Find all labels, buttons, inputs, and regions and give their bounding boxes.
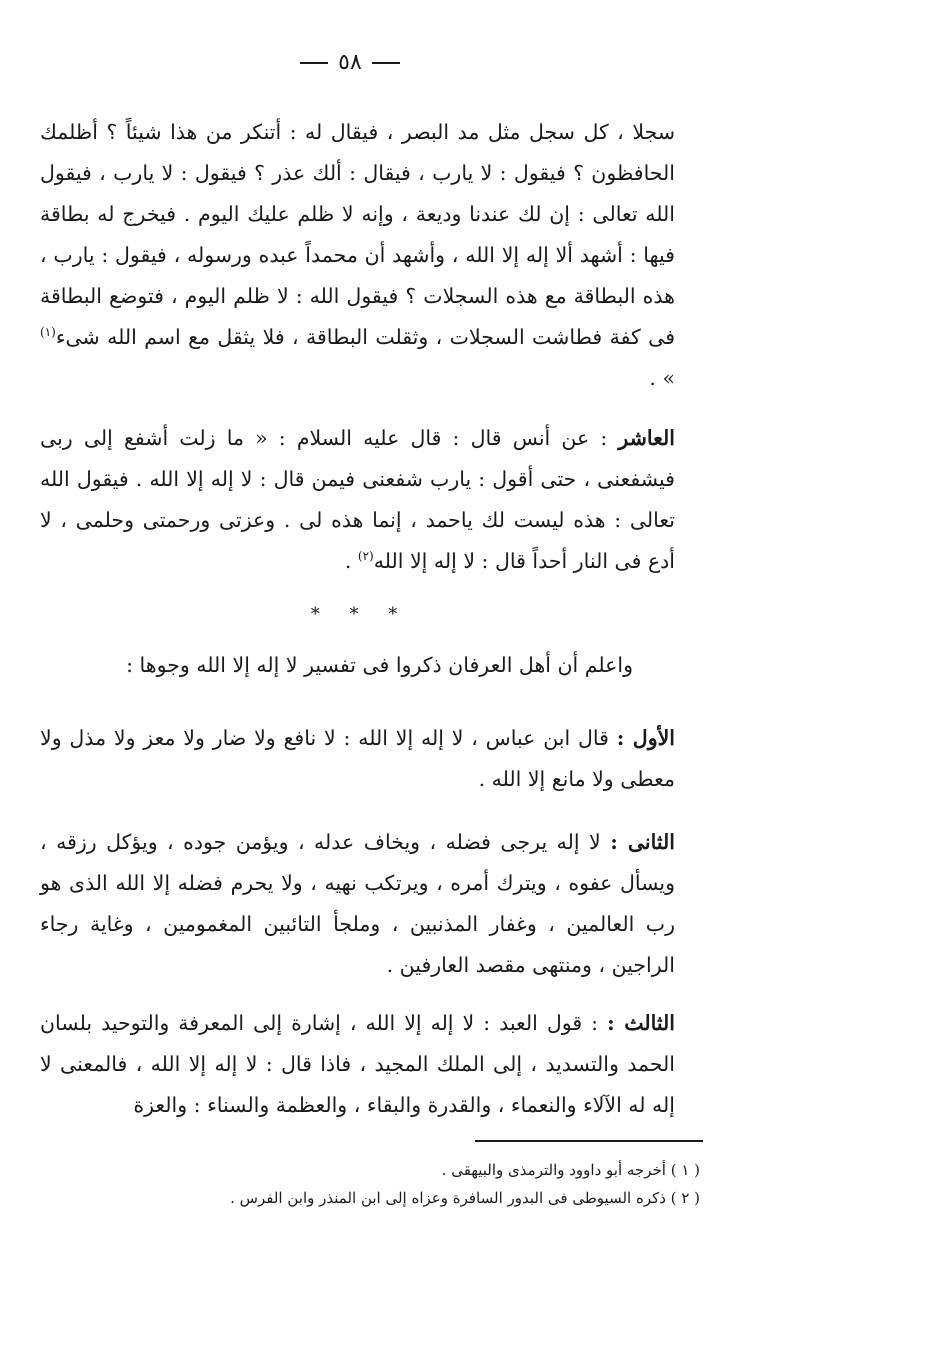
footnotes [170,1156,700,1212]
paragraph-lead: العاشر [618,426,675,450]
paragraph-tenth [40,418,675,582]
footnote-ref-1: (١) [40,325,56,340]
paragraph-closing: . [344,549,358,573]
paragraph-lead: الأول : [616,726,675,750]
header-dash-left [300,62,328,64]
footnote-1: ( ١ ) أخرجه أبو داوود والترمذى والبيهقى . [441,1161,700,1179]
paragraph-text [40,112,675,399]
paragraph-second [40,822,675,986]
paragraph-body: : قول العبد : لا إله إلا الله ، إشارة إلى المعرفة والتوحيد بلسان الحمد والتسديد ، إلى الملك المجيد ، فاذا قال : لا إله إلا الله ، فالمعنى لا إله له الآلاء والنعماء ، والقدرة والبقاء ، والعظمة والسناء : والعزة [40,1011,675,1117]
paragraph-text [40,718,675,800]
paragraph-body: سجلا ، كل سجل مثل مد البصر ، فيقال له : أتنكر من هذا شيئاً ؟ أظلمك الحافظون ؟ فيقول : لا يارب ، فيقال : ألك عذر ؟ فيقول : لا يارب ، فيقول الله تعالى : إن لك عندنا وديعة ، وإنه لا ظلم عليك اليوم . فيخرج له بطاقة فيها : أشهد ألا إله إلا الله ، وأشهد أن محمداً عبده ورسوله ، فيقول : يارب ، هذه البطاقة مع هذه السجلات ؟ فيقول الله : لا ظلم اليوم ، فتوضع البطاقة فى كفة فطاشت السجلات ، وثقلت البطاقة ، فلا يثقل مع اسم الله شىء [40,120,675,349]
paragraph-third [40,1003,675,1126]
paragraph-first [40,718,675,800]
paragraph-intro [40,645,675,686]
paragraph-body: لا إله يرجى فضله ، ويخاف عدله ، ويؤمن جوده ، ويؤكل رزقه ، ويسأل عفوه ، ويترك أمره ، ويرتكب نهيه ، ولا يحرم فضله إلا الله الذى هو رب العالمين ، وغفار المذنبين ، وملجأ التائبين المغمومين ، وغاية رجاء الراجين ، ومنتهى مقصد العارفين . [40,830,675,977]
paragraph-body: قال ابن عباس ، لا إله إلا الله : لا نافع ولا ضار ولا معز ولا مذل ولا معطى ولا مانع إلا الله . [40,726,675,791]
paragraph-text [40,418,675,582]
footnote-2: ( ٢ ) ذكره السيوطى فى البدور السافرة وعزاه إلى ابن المنذر وابن الفرس . [230,1189,700,1207]
section-separator: * * * [310,604,410,625]
paragraph-text: واعلم أن أهل العرفان ذكروا فى تفسير لا إله إلا الله وجوها : [126,653,633,677]
paragraph-hadith-bitaqa [40,112,675,399]
paragraph-lead: الثانى : [610,830,675,854]
page-number: ٥٨ [338,50,362,75]
paragraph-text [40,1003,675,1126]
paragraph-body: : عن أنس قال : قال عليه السلام : « ما زلت أشفع إلى ربى فيشفعنى ، حتى أقول : يارب شفعنى فيمن قال : لا إله إلا الله . فيقول الله تعالى : هذه ليست لك ياحمد ، إنما هذه لى . وعزتى ورحمتى وحلمى ، لا أدع فى النار أحداً قال : لا إله إلا الله [40,426,675,573]
footnote-divider [475,1140,703,1142]
footnote-ref-2: (٢) [357,549,374,564]
header-dash-right [372,62,400,64]
paragraph-text [40,822,675,986]
paragraph-lead: الثالث : [607,1011,675,1035]
paragraph-closing: » . [649,366,675,390]
page-number-header [0,50,700,75]
